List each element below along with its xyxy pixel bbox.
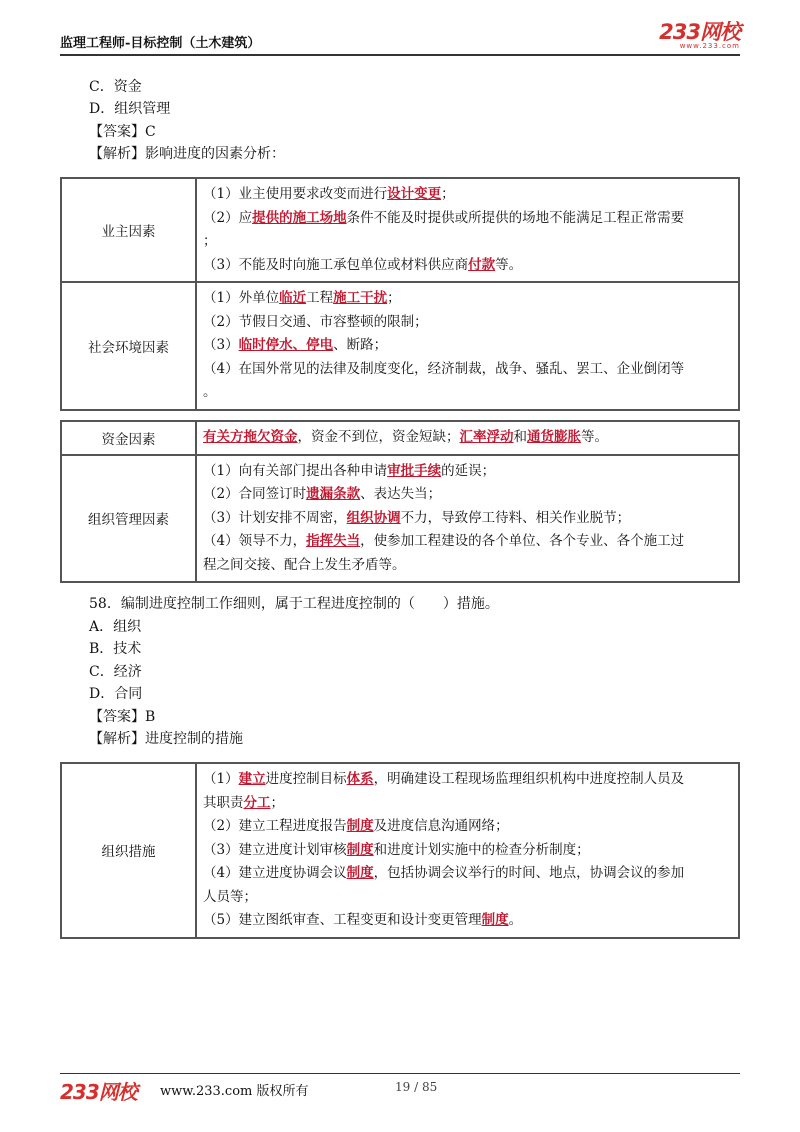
text-segment: 、断路； <box>333 337 388 353</box>
row-label: 资金因素 <box>61 421 196 455</box>
footer-copyright: www.233.com 版权所有 <box>160 1084 309 1099</box>
text-segment: 工程 <box>306 290 334 306</box>
text-segment: （3）计划安排不周密， <box>203 509 347 526</box>
text-segment: ，资金不到位，资金短缺； <box>297 429 460 445</box>
text-segment: 。 <box>203 384 217 400</box>
row-content <box>196 282 739 410</box>
q57-answer: 【答案】C <box>89 124 156 140</box>
text-segment: （2）节假日交通、市容整顿的限制； <box>203 313 428 330</box>
content-line <box>203 886 732 910</box>
content-line <box>203 460 732 484</box>
text-segment: （2）应 <box>203 209 253 226</box>
q57-option-d: D．组织管理 <box>89 101 171 117</box>
row-content <box>196 455 739 583</box>
content-line <box>203 358 732 382</box>
content-line <box>203 862 732 886</box>
text-segment: ； <box>270 794 284 811</box>
text-segment: ，使参加工程建设的各个单位、各个专业、各个施工过 <box>360 533 685 549</box>
row-content <box>196 178 739 282</box>
text-segment: ； <box>203 233 217 249</box>
content-line <box>203 768 732 792</box>
q57-analysis: 【解析】影响进度的因素分析： <box>89 146 285 162</box>
header-divider <box>60 54 740 56</box>
text-segment: 不力，导致停工待料、相关作业脱节； <box>400 509 631 526</box>
highlighted-keyword: 施工干扰 <box>333 290 388 306</box>
text-segment: （1）业主使用要求改变而进行 <box>203 186 388 202</box>
row-label: 业主因素 <box>61 178 196 282</box>
highlighted-keyword: 指挥失当 <box>306 533 361 549</box>
row-content <box>196 421 739 455</box>
highlighted-keyword: 制度 <box>346 865 374 881</box>
q58-question: 58．编制进度控制工作细则，属于工程进度控制的（ ）措施。 <box>89 596 499 612</box>
q58-option-c: C．经济 <box>89 664 142 680</box>
text-segment: ，明确建设工程现场监理组织机构中进度控制人员及 <box>373 771 685 787</box>
highlighted-keyword: 制度 <box>481 912 509 928</box>
row-label: 组织措施 <box>61 763 196 938</box>
text-segment: （4）领导不力， <box>203 533 307 549</box>
highlighted-keyword: 设计变更 <box>387 186 442 202</box>
text-segment: （1） <box>203 771 239 787</box>
content-line <box>203 254 732 278</box>
document-title: 监理工程师-目标控制（土木建筑） <box>60 36 261 51</box>
text-segment: （4）建立进度协调会议 <box>203 865 347 881</box>
content-line <box>203 311 732 335</box>
text-segment: （2）合同签订时 <box>203 486 307 502</box>
content-line <box>203 507 732 531</box>
text-segment: ； <box>441 186 455 202</box>
q58-option-a: A．组织 <box>89 619 142 635</box>
text-segment: （5）建立图纸审查、工程变更和设计变更管理 <box>203 912 482 928</box>
text-segment: ； <box>387 290 401 306</box>
logo-wordmark: 233网校 <box>659 20 740 44</box>
q58-analysis: 【解析】进度控制的措施 <box>89 731 243 747</box>
highlighted-keyword: 遗漏条款 <box>306 486 361 502</box>
content-line <box>203 183 732 207</box>
highlighted-keyword: 提供的施工场地 <box>252 209 347 226</box>
text-segment: （3）建立进度计划审核 <box>203 841 347 858</box>
highlighted-keyword: 组织协调 <box>346 509 401 526</box>
content-line <box>203 554 732 578</box>
page-footer <box>60 1076 740 1104</box>
table-row <box>61 282 739 410</box>
text-segment: （3） <box>203 337 239 353</box>
text-segment: 等。 <box>495 256 523 273</box>
text-segment: 等。 <box>581 429 608 445</box>
highlighted-keyword: 通货膨胀 <box>527 429 581 445</box>
content-line <box>203 207 732 231</box>
content-line <box>203 381 732 405</box>
row-label: 组织管理因素 <box>61 455 196 583</box>
q57-option-c: C．资金 <box>89 79 142 95</box>
content-line <box>203 839 732 863</box>
content-line <box>203 426 732 450</box>
highlighted-keyword: 分工 <box>243 794 271 811</box>
text-segment: 的延误； <box>441 462 496 479</box>
factor-table-1 <box>60 177 740 411</box>
highlighted-keyword: 审批手续 <box>387 462 442 479</box>
footer-logo: 233网校 <box>60 1080 137 1104</box>
highlighted-keyword: 制度 <box>346 841 374 858</box>
highlighted-keyword: 临时停水、停电 <box>238 337 334 353</box>
text-segment: （2）建立工程进度报告 <box>203 818 347 834</box>
text-segment: 。 <box>508 912 523 928</box>
content-line <box>203 334 732 358</box>
q58-option-d: D．合同 <box>89 686 143 702</box>
page-header <box>60 22 740 52</box>
text-segment: （4）在国外常见的法律及制度变化，经济制裁，战争、骚乱、罢工、企业倒闭等 <box>203 360 685 377</box>
table-row <box>61 178 739 282</box>
content-line <box>203 287 732 311</box>
q58-answer: 【答案】B <box>89 709 156 725</box>
text-segment: 进度控制目标 <box>265 771 347 787</box>
content-line <box>203 792 732 816</box>
table-row <box>61 421 739 455</box>
text-segment: 其职责 <box>203 794 244 811</box>
factor-table-2 <box>60 420 740 583</box>
highlighted-keyword: 临近 <box>279 290 307 306</box>
q58-option-b: B．技术 <box>89 641 142 657</box>
highlighted-keyword: 汇率浮动 <box>459 429 514 445</box>
page-number: 19 / 85 <box>395 1080 438 1094</box>
text-segment: ，包括协调会议举行的时间、地点，协调会议的参加 <box>373 865 685 881</box>
text-segment: 和进度计划实施中的检查分析制度； <box>373 841 590 858</box>
footer-divider <box>60 1073 740 1074</box>
text-segment: （1）向有关部门提出各种申请 <box>203 462 388 479</box>
content-line <box>203 909 732 933</box>
content-line <box>203 530 732 554</box>
highlighted-keyword: 付款 <box>468 256 496 273</box>
text-segment: 和 <box>513 429 527 445</box>
text-segment: 条件不能及时提供或所提供的场地不能满足工程正常需要 <box>346 209 685 226</box>
highlighted-keyword: 有关方拖欠资金 <box>203 429 298 445</box>
text-segment: 人员等； <box>203 888 257 905</box>
table-row <box>61 763 739 938</box>
measures-table <box>60 762 740 939</box>
highlighted-keyword: 体系 <box>346 771 374 787</box>
content-line <box>203 483 732 507</box>
row-content <box>196 763 739 938</box>
content-line <box>203 230 732 254</box>
table-row <box>61 455 739 583</box>
row-label: 社会环境因素 <box>61 282 196 410</box>
text-segment: 程之间交接、配合上发生矛盾等。 <box>203 556 406 573</box>
text-segment: （1）外单位 <box>203 290 280 306</box>
content-line <box>203 815 732 839</box>
text-segment: 及进度信息沟通网络； <box>373 818 509 834</box>
text-segment: 、表达失当； <box>360 486 442 502</box>
highlighted-keyword: 制度 <box>346 818 374 834</box>
brand-logo <box>659 22 740 50</box>
highlighted-keyword: 建立 <box>238 771 266 787</box>
text-segment: （3）不能及时向施工承包单位或材料供应商 <box>203 256 469 273</box>
logo-url: www.233.com <box>679 42 740 50</box>
